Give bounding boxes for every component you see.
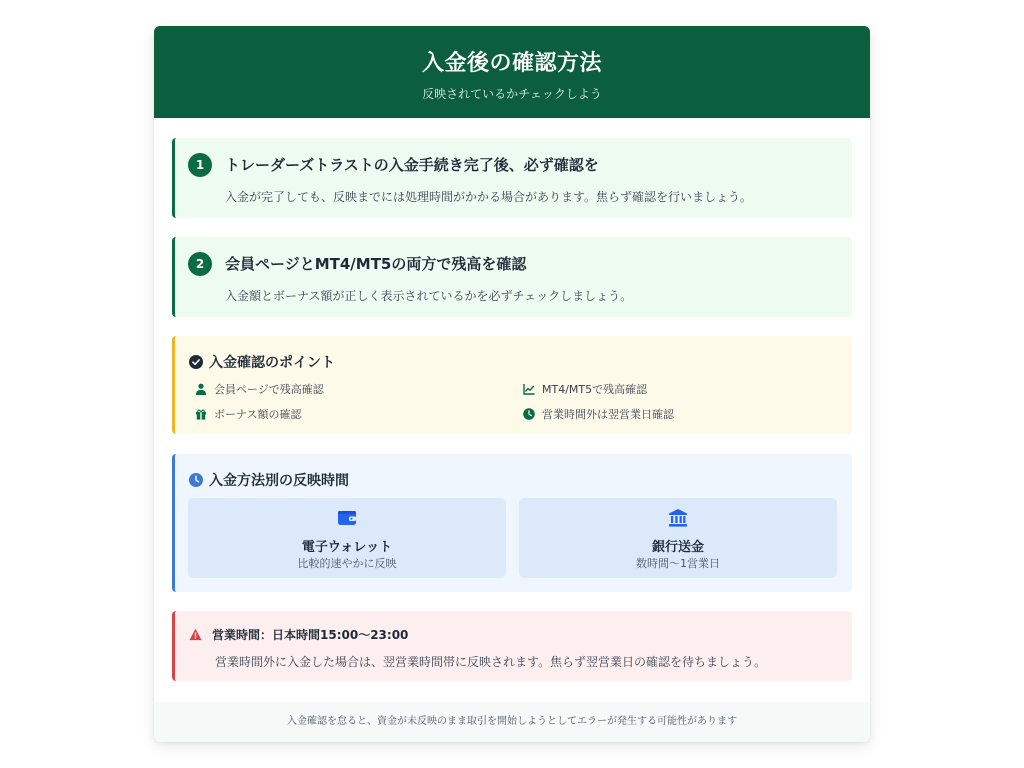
reflection-times xyxy=(172,454,852,592)
step-number-badge: 1 xyxy=(188,153,212,177)
bank-icon xyxy=(668,508,688,528)
point-label: ボーナス額の確認 xyxy=(214,408,302,421)
business-hours-warning xyxy=(172,611,852,681)
clock-icon xyxy=(523,408,535,420)
step-description: 入金額とボーナス額が正しく表示されているかを必ずチェックしましょう。 xyxy=(225,289,633,303)
card-header xyxy=(154,26,870,118)
points-title-label: 入金確認のポイント xyxy=(209,355,335,371)
step-title: 会員ページとMT4/MT5の両方で残高を確認 xyxy=(225,255,527,273)
warning-description: 営業時間外に入金した場合は、翌営業時間帯に反映されます。焦らず翌営業日の確認を待ちましょう。 xyxy=(215,655,767,669)
points-title xyxy=(189,352,335,372)
wallet-icon xyxy=(337,508,357,528)
page-subtitle: 反映されているかチェックしよう xyxy=(422,87,602,101)
point-item xyxy=(195,381,324,397)
user-icon xyxy=(195,383,207,395)
info-card xyxy=(154,26,870,742)
method-card-ewallet xyxy=(188,498,506,578)
point-item xyxy=(195,406,302,422)
times-title-label: 入金方法別の反映時間 xyxy=(209,473,349,489)
times-title xyxy=(189,470,349,490)
step-number-badge: 2 xyxy=(188,252,212,276)
page-title: 入金後の確認方法 xyxy=(421,51,602,76)
method-card-bank xyxy=(519,498,837,578)
point-item xyxy=(523,381,647,397)
point-label: 営業時間外は翌営業日確認 xyxy=(542,408,674,421)
warning-title xyxy=(189,626,408,643)
clock-icon xyxy=(189,473,203,487)
confirmation-points xyxy=(172,336,852,434)
method-name: 電子ウォレット xyxy=(301,540,393,555)
step-description: 入金が完了しても、反映までには処理時間がかかる場合があります。焦らず確認を行いましょう。 xyxy=(225,190,753,204)
point-item xyxy=(523,406,674,422)
warning-icon xyxy=(189,628,202,641)
step-1 xyxy=(172,138,852,218)
point-label: MT4/MT5で残高確認 xyxy=(542,383,648,396)
footer-note: 入金確認を怠ると、資金が未反映のまま取引を開始しようとしてエラーが発生する可能性があります xyxy=(154,702,870,742)
method-description: 数時間〜1営業日 xyxy=(636,557,720,570)
point-label: 会員ページで残高確認 xyxy=(214,383,324,396)
step-title: トレーダーズトラストの入金手続き完了後、必ず確認を xyxy=(225,156,599,174)
method-description: 比較的速やかに反映 xyxy=(297,557,397,570)
gift-icon xyxy=(195,408,207,420)
chart-line-icon xyxy=(523,383,535,395)
step-2 xyxy=(172,237,852,317)
check-circle-icon xyxy=(189,355,203,369)
warning-title-label: 営業時間：日本時間15:00〜23:00 xyxy=(212,628,409,642)
method-name: 銀行送金 xyxy=(651,540,704,555)
